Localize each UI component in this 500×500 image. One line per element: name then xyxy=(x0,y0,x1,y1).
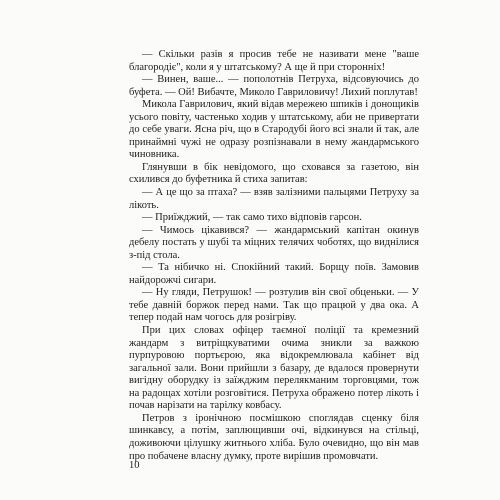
page-number: 10 xyxy=(129,460,140,471)
paragraph-6: — Приїжджий, — так само тихо відповів гарсон. xyxy=(142,212,362,224)
paragraph-8: — Та нібичко ні. Спокійний такий. Борщу поїв. Замовив найдорожчі сигари. xyxy=(129,262,419,286)
paragraph-11: Петров з іронічною посмішкою споглядав сценку біля шинкавсу, а потім, заплющивши очі, відкинувся на стільці, доживоючи цілушку житнього хліба. Було очевидно, що він мав про побачене власну думку, проте вирішив промовчати. xyxy=(129,412,419,462)
paragraph-2: — Винен, ваше... — пополотнів Петруха, відсовуючись до буфета. — Ой! Вибачте, Миколо Гавриловичу! Лихий поплутав! xyxy=(129,74,419,98)
paragraph-1: — Скільки разів я просив тебе не називати мене "ваше благородіє", коли я у штатському? А ще й при сторонніх! xyxy=(129,49,419,73)
page-body-text xyxy=(129,49,419,463)
paragraph-5: — А це що за птаха? — взяв залізними пальцями Петруху за лікоть. xyxy=(129,187,419,211)
paragraph-3: Микола Гаврилович, який відав мережею шпиків і донощиків усього повіту, частенько ходив у штатському, аби не привертати до себе уваги. Ясна річ, що в Стародубі його всі знали й так, але принаймні чужі не одразу розпізнавали в нему жандармського чиновника. xyxy=(129,99,419,161)
paragraph-9: — Ну гляди, Петрушок! — розтулив він свої обценьки. — У тебе давній боржок перед нами. Так що працюй у два ока. А тепер подай нам чогось для розігріву. xyxy=(129,287,419,324)
paragraph-4: Глянувши в бік невідомого, що сховався за газетою, він схилився до буфетника й стиха запитав: xyxy=(129,161,419,186)
paragraph-7: — Чимось цікавився? — жандармський капітан окинув дебелу постать у шубі та міцних телячих чоботях, що виднілися з-під стола. xyxy=(129,224,419,261)
paragraph-10: При цих словах офіцер таємної поліції та кремезний жандарм з витріщкуватими очима зникли за важкою пурпуровою портьєрою, яка відокремлювала кабінет від загальної зали. Вони прийшли з базару, де вдалося провернути вигідну оборудку із заїжджим перелякманим торговцями, тож на радощах хотіли розговітися. Петруха ображено потер лікоть і почав нарізати на тарілку ковбасу. xyxy=(129,325,419,412)
